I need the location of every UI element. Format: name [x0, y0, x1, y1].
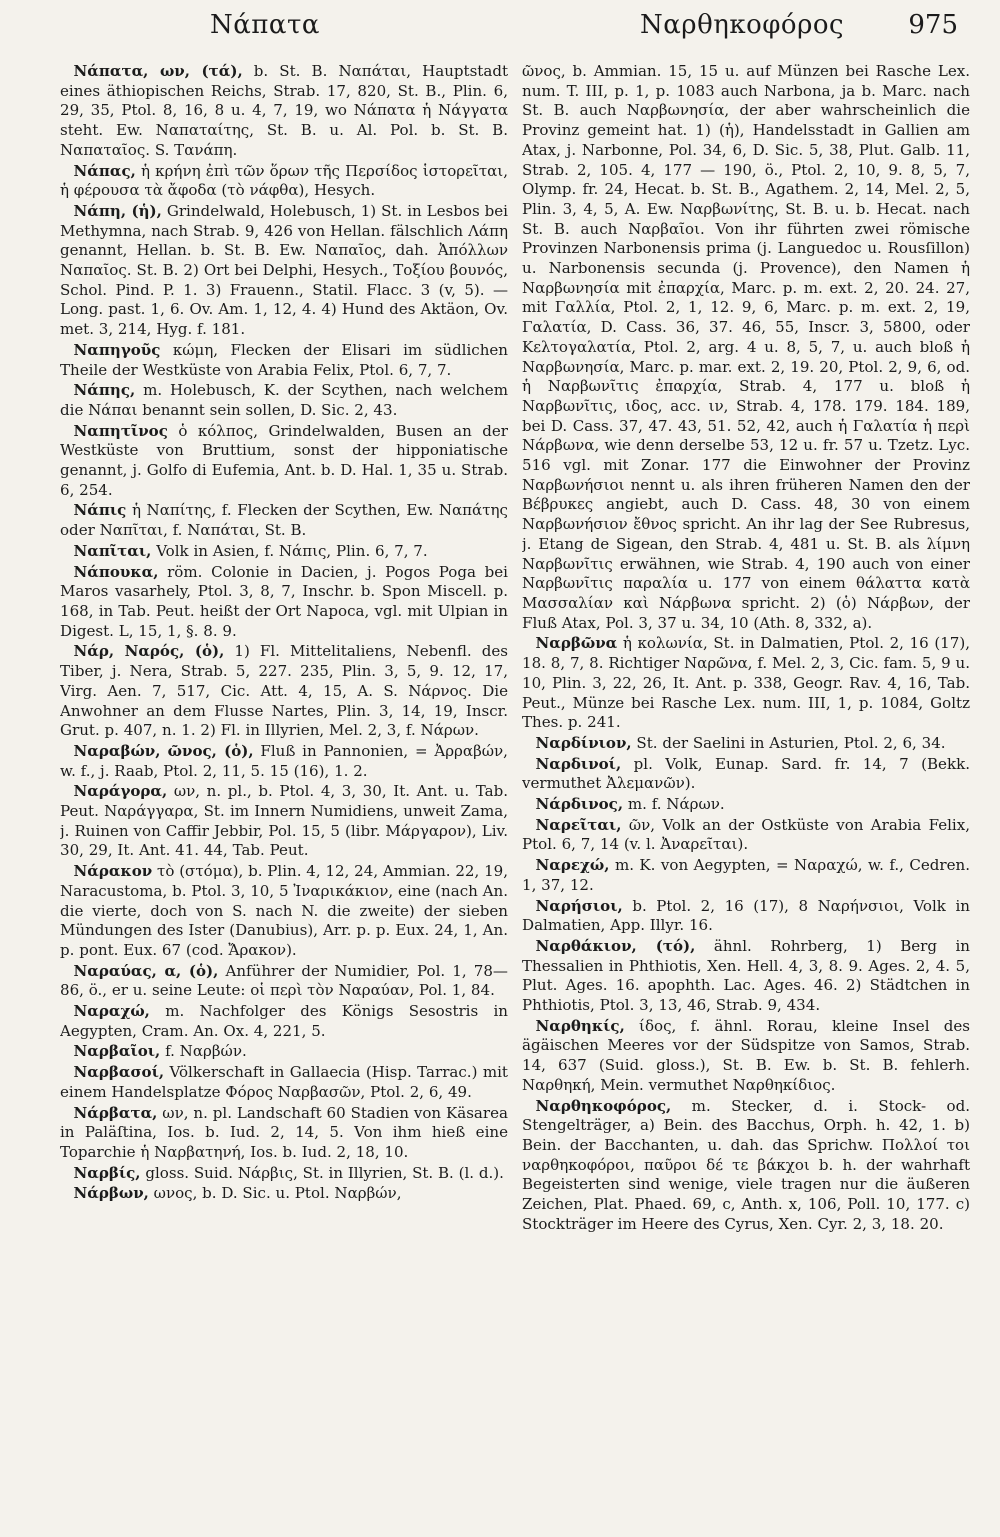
entry-body: ων, n. pl. Landschaft 60 Stadien von Käsarea in Paläſtina, Ios. b. Iud. 2, 14, 5. Von ihm hieß eine Toparchie ἡ Ναρβατηνή, Ios. b. Iud. 2, 18, 10.	[60, 1103, 508, 1161]
dictionary-entry	[522, 734, 970, 754]
entry-body: Grindelwald, Holebusch, 1) St. in Lesbos bei Methymna, nach Strab. 9, 426 von Hellan. fälschlich Λάπη genannt, Hellan. b. St. B. Ew. Ναπαῖος, dah. Ἀπόλλων Ναπαῖος. St. B. 2) Ort bei Delphi, Hesych., Τοξίου βουνός, Schol. Pind. P. 1. 3) Frauenn., Statil. Flacc. 3 (v, 5). — Long. past. 1, 6. Ov. Am. 1, 12, 4. 4) Hund des Aktäon, Ov. met. 3, 214, Hyg. f. 181.	[60, 201, 508, 339]
entry-body: ähnl. Rohrberg, 1) Berg in Thessalien in Phthiotis, Xen. Hell. 4, 3, 8. 9. Ages. 2, 4. 5, Plut. Ages. 16. apophth. Lac. Ages. 46. 2) Städtchen in Phthiotis, Ptol. 3, 13, 46, Strab. 9, 434.	[522, 936, 970, 1015]
dictionary-entry	[522, 856, 970, 895]
entry-headword: Ναρεῖται,	[535, 815, 622, 834]
dictionary-entry	[60, 563, 508, 642]
entry-headword: Ναρθηκίς,	[535, 1016, 625, 1035]
entry-body: b. St. B. Ναπάται, Hauptstadt eines äthiopischen Reichs, Strab. 17, 820, St. B., Plin. 6, 29, 35, Ptol. 8, 16, 8 u. 4, 7, 19, wo Νάπατα ἡ Νάγγατα steht. Ew. Ναπαταίτης, St. B. u. Al. Pol. b. St. B. Ναπαταῖος. S. Τανάπη.	[60, 62, 508, 159]
entry-body: Volk in Asien, f. Νάπις, Plin. 6, 7, 7.	[156, 541, 428, 560]
entry-headword: Ναρθάκιον, (τό),	[535, 936, 696, 955]
entry-body: κώμη, Flecken der Elisari im südlichen Theile der Westküste von Arabia Felix, Ptol. 6, 7, 7.	[60, 340, 508, 379]
entry-body: m. K. von Aegypten, = Ναραχώ, w. f., Cedren. 1, 37, 12.	[522, 856, 970, 894]
entry-body: ῶνος, b. Ammian. 15, 15 u. auf Münzen bei Rasche Lex. num. T. III, p. 1, p. 1083 auch Narbona, ja b. Marc. nach St. B. auch Ναρβωνησία, der aber wahrscheinlich die Provinz gemeint hat. 1) (ἡ), Handelsstadt in Gallien am Atax, j. Narbonne, Pol. 34, 6, D. Sic. 5, 38, Plut. Galb. 11, Strab. 2, 105. 4, 177 — 190, ö., Ptol. 2, 10, 9. 8, 5, 7, Olymp. fr. 24, Hecat. b. St. B., Agathem. 2, 14, Mel. 2, 5, Plin. 3, 4, 5, A. Ew. Ναρβωνίτης, St. B. u. b. Hecat. nach St. B. auch Ναρβαῖοι. Von ihr führten zwei römische Provinzen Narbonensis prima (j. Languedoc u. Rousſillon) u. Narbonensis secunda (j. Provence), den Namen ἡ Ναρβωνησία mit ἐπαρχία, Marc. p. m. ext. 2, 20. 24. 27, mit Γαλλία, Ptol. 2, 1, 12. 9, 6, Marc. p. m. ext. 2, 19, Γαλατία, D. Cass. 36, 37. 46, 55, Inscr. 3, 5800, oder Κελτογαλατία, Ptol. 2, arg. 4 u. 8, 5, 7, u. auch bloß ἡ Ναρβωνησία, Marc. p. mar. ext. 2, 19. 20, Ptol. 2, 9, 6, od. ἡ Ναρβωνῖτις ἐπαρχία, Strab. 4, 177 u. bloß ἡ Ναρβωνῖτις, ιδος, acc. ιν, Strab. 4, 178. 179. 184. 189, bei D. Cass. 37, 47. 43, 51. 52, 42, auch ἡ Γαλατία ἡ περὶ Νάρβωνα, wie denn derselbe 53, 12 u. fr. 57 u. Tzetz. Lyc. 516 vgl. mit Zonar. 177 die Einwohner der Provinz Ναρβωνήσιοι nennt u. als ihren früheren Namen den der Βέβρυκες angiebt, auch D. Cass. 48, 30 von einem Ναρβωνήσιον ἔθνος spricht. An ihr lag der See Rubresus, j. Etang de Sigean, den Strab. 4, 481 u. St. B. als λίμνη Ναρβωνῖτις erwähnen, wie Strab. 4, 190 auch von einer Ναρβωνῖτις παραλία u. 177 von einem θάλαττα κατὰ Μασσαλίαν καὶ Νάρβωνα spricht. 2) (ὁ) Νάρβων, der Fluß Atax, Pol. 3, 37 u. 34, 10 (Ath. 8, 332, a).	[522, 62, 970, 632]
dictionary-entry	[60, 1104, 508, 1163]
dictionary-entry	[522, 937, 970, 1016]
dictionary-entry	[60, 642, 508, 741]
dictionary-entry	[60, 1184, 508, 1204]
entry-headword: Ναρδίνιον,	[535, 733, 632, 752]
entry-headword: Ναράγορα,	[73, 782, 168, 801]
dictionary-entry	[60, 202, 508, 340]
entry-body: ων, n. pl., b. Ptol. 4, 3, 30, It. Ant. u. Tab. Peut. Ναράγγαρα, St. im Innern Numidiens, unweit Zama, j. Ruinen von Caffir Jebbir, Pol. 15, 5 (libr. Μάργαρον), Liv. 30, 29, It. Ant. 41. 44, Tab. Peut.	[60, 782, 508, 860]
entry-body: pl. Volk, Eunap. Sard. fr. 14, 7 (Bekk. vermuthet Ἀλεμανῶν).	[522, 754, 970, 793]
entry-headword: Νάπας,	[73, 161, 136, 180]
entry-headword: Ναραβών, ῶνος, (ὁ),	[73, 741, 254, 760]
entry-headword: Ναρεχώ,	[535, 856, 610, 875]
entry-headword: Ναρβαῖοι,	[73, 1042, 161, 1061]
text-columns	[60, 62, 970, 1507]
entry-body: ἡ κρήνη ἐπὶ τῶν ὅρων τῆς Περσίδος ἱστορεῖται, ἡ φέρουσα τὰ ἄφοδα (τὸ νάφθα), Hesych.	[60, 161, 508, 200]
dictionary-entry	[522, 795, 970, 815]
entry-headword: Νάπη, (ἡ),	[73, 201, 162, 220]
entry-headword: Ναπητῖνος	[73, 421, 168, 440]
entry-body: röm. Colonie in Dacien, j. Pogos Poga bei Maros vasarhely, Ptol. 3, 8, 7, Inschr. b. Spon Miscell. p. 168, in Tab. Peut. heißt der Ort Napoca, vgl. mit Ulpian in Digest. L, 15, 1, §. 8. 9.	[60, 562, 508, 640]
entry-body: f. Ναρβών.	[165, 1042, 247, 1061]
entry-body: ῶν, Volk an der Ostküste von Arabia Felix, Ptol. 6, 7, 14 (v. l. Ἀναρεῖται).	[522, 815, 970, 854]
dictionary-entry	[60, 62, 508, 161]
header-left-catchword: Νάπατα	[210, 10, 320, 40]
dictionary-entry	[60, 422, 508, 501]
entry-body: gloss. Suid. Νάρβις, St. in Illyrien, St. B. (l. d.).	[145, 1163, 504, 1182]
header-right-catchword: Ναρθηκοφόρος	[640, 10, 845, 40]
entry-headword: Νάρβατα,	[73, 1103, 158, 1122]
dictionary-entry	[60, 1063, 508, 1102]
entry-body: ίδος, f. ähnl. Rorau, kleine Insel des ägäischen Meeres vor der Südspitze von Samos, Strab. 14, 637 (Suid. gloss.), St. B. Ew. b. St. B. fehlerh. Ναρθηκή, Mein. vermuthet Ναρθηκίδιος.	[522, 1016, 970, 1094]
dictionary-entry	[522, 62, 970, 633]
entry-body: Anführer der Numidier, Pol. 1, 78—86, ö., er u. seine Leute: οἱ περὶ τὸν Ναραύαν, Pol. 1, 84.	[60, 961, 508, 1000]
dictionary-entry	[60, 742, 508, 781]
dictionary-entry	[60, 162, 508, 201]
entry-body: Fluß in Pannonien, = Ἀρραβών, w. f., j. Raab, Ptol. 2, 11, 5. 15 (16), 1. 2.	[60, 741, 508, 780]
entry-body: St. der Saelini in Asturien, Ptol. 2, 6, 34.	[636, 733, 946, 752]
dictionary-entry	[60, 341, 508, 380]
left-column	[60, 62, 508, 1507]
entry-body: ἡ κολωνία, St. in Dalmatien, Ptol. 2, 16 (17), 18. 8, 7, 8. Richtiger Ναρῶνα, f. Mel. 2, 3, Cic. fam. 5, 9 u. 10, Plin. 3, 22, 26, It. Ant. p. 338, Geogr. Rav. 4, 16, Tab. Peut., Münze bei Rasche Lex. num. III, 1, p. 1084, Goltz Thes. p. 241.	[522, 634, 970, 732]
entry-body: ὁ κόλπος, Grindelwalden, Busen an der Westküste von Bruttium, sonst der hipponiatische genannt, j. Golfo di Eufemia, Ant. b. D. Hal. 1, 35 u. Strab. 6, 254.	[60, 421, 508, 499]
entry-headword: Νάρδινος,	[535, 795, 624, 814]
entry-body: b. Ptol. 2, 16 (17), 8 Ναρήνσιοι, Volk in Dalmatien, App. Illyr. 16.	[522, 896, 970, 935]
dictionary-entry	[60, 862, 508, 961]
entry-body: Völkerschaft in Gallaecia (Hisp. Tarrac.) mit einem Handelsplatze Φόρος Ναρβασῶν, Ptol. 2, 6, 49.	[60, 1063, 508, 1101]
dictionary-entry	[60, 1164, 508, 1184]
entry-headword: Ναπηγοῦς	[73, 340, 161, 359]
entry-headword: Ναρήσιοι,	[535, 896, 623, 915]
page-number: 975	[908, 10, 958, 40]
dictionary-entry	[522, 816, 970, 855]
entry-body: m. f. Νάρων.	[627, 795, 725, 814]
entry-body: m. Nachfolger des Königs Sesostris in Aegypten, Cram. An. Ox. 4, 221, 5.	[60, 1002, 508, 1040]
entry-headword: Νάρακον	[73, 862, 153, 881]
dictionary-entry	[522, 897, 970, 936]
entry-headword: Νάπις	[73, 501, 127, 520]
entry-headword: Ναραχώ,	[73, 1002, 150, 1021]
dictionary-entry	[60, 782, 508, 861]
entry-headword: Ναραύας, α, (ὁ),	[73, 961, 219, 980]
entry-body: m. Stecker, d. i. Stock- od. Stengelträger, a) Bein. des Bacchus, Orph. h. 42, 1. b) Bein. der Bacchanten, u. dah. das Sprichw. Πολλοί τοι ναρθηκοφόροι, παῦροι δέ τε βάκχοι b. h. der wahrhaft Begeisterten sind wenige, viele tragen nur die äußeren Zeichen, Plat. Phaed. 69, c, Anth. x, 106, Poll. 10, 177. c) Stockträger im Heere des Cyrus, Xen. Cyr. 2, 3, 18. 20.	[522, 1096, 970, 1233]
entry-headword: Νάπατα, ων, (τά),	[73, 62, 243, 80]
entry-body: 1) Fl. Mittelitaliens, Nebenfl. des Tiber, j. Nera, Strab. 5, 227. 235, Plin. 3, 5, 9. 12, 17, Virg. Aen. 7, 517, Cic. Att. 4, 15, A. S. Νάρνος. Die Anwohner an dem Flusse Nartes, Plin. 3, 14, 19, Inscr. Grut. p. 407, n. 1. 2) Fl. in Illyrien, Mel. 2, 3, f. Νάρων.	[60, 642, 508, 740]
dictionary-entry	[60, 381, 508, 420]
dictionary-entry	[522, 1097, 970, 1235]
dictionary-entry	[60, 501, 508, 540]
entry-headword: Ναρβίς,	[73, 1163, 141, 1182]
dictionary-entry	[522, 634, 970, 733]
dictionary-entry	[60, 542, 508, 562]
dictionary-entry	[522, 755, 970, 794]
entry-headword: Νάπουκα,	[73, 562, 159, 581]
entry-body: ωνος, b. D. Sic. u. Ptol. Ναρβών,	[153, 1184, 402, 1203]
entry-body: τὸ (στόμα), b. Plin. 4, 12, 24, Ammian. 22, 19, Naracustoma, b. Ptol. 3, 10, 5 Ἰναρικάκιον, eine (nach An. die vierte, doch von S. nach N. die zweite) der sieben Mündungen des Ister (Danubius), Arr. p. p. Eux. 24, 1, An. p. pont. Eux. 67 (cod. Ἄρακον).	[60, 862, 508, 959]
entry-headword: Νάπης,	[73, 381, 136, 400]
page-header	[60, 6, 970, 50]
dictionary-entry	[60, 1042, 508, 1062]
dictionary-entry	[522, 1017, 970, 1096]
entry-headword: Ναρδινοί,	[535, 754, 622, 773]
entry-headword: Ναρθηκοφόρος,	[535, 1096, 672, 1115]
entry-body: ἡ Ναπίτης, f. Flecken der Scythen, Ew. Ναπάτης oder Ναπῖται, f. Ναπάται, St. B.	[60, 501, 508, 540]
entry-headword: Νάρβων,	[73, 1184, 149, 1203]
entry-headword: Ναπῖται,	[73, 541, 152, 560]
dictionary-entry	[60, 962, 508, 1001]
right-column	[522, 62, 970, 1507]
entry-headword: Ναρβασοί,	[73, 1063, 165, 1082]
dictionary-entry	[60, 1002, 508, 1041]
entry-headword: Νάρ, Ναρός, (ὁ),	[73, 642, 225, 661]
entry-headword: Ναρβῶνα	[535, 634, 618, 653]
entry-body: m. Holebusch, K. der Scythen, nach welchem die Νάπαι benannt sein sollen, D. Sic. 2, 43.	[60, 381, 508, 419]
